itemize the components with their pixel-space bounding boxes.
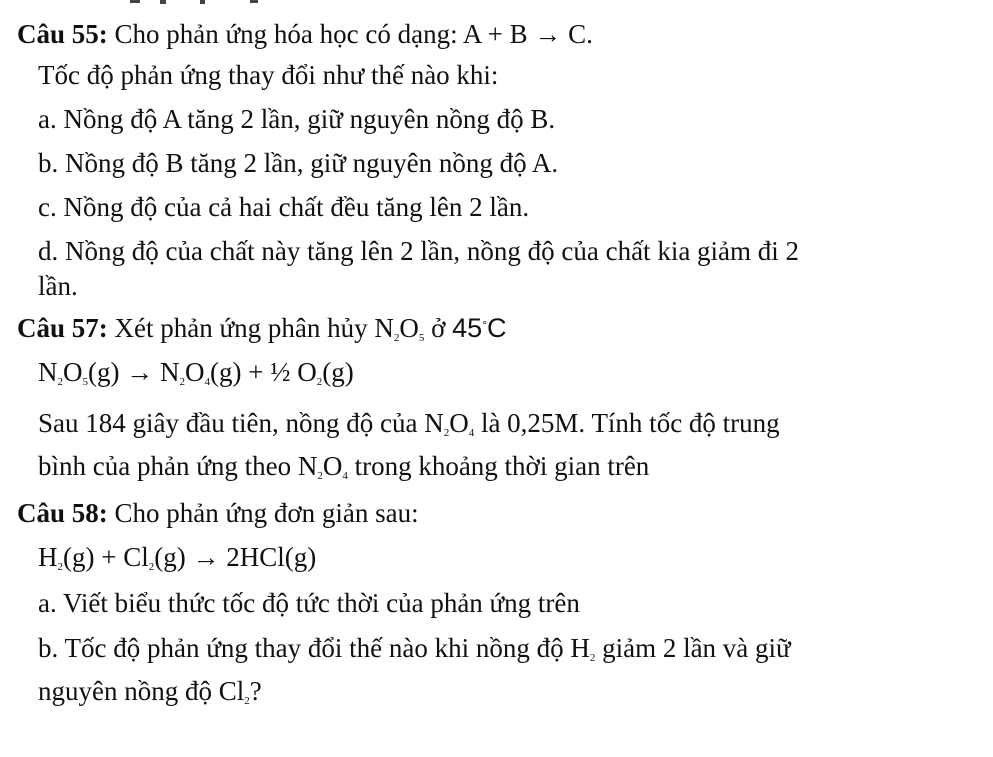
q58-prompt: Cho phản ứng đơn giản sau: <box>114 498 419 528</box>
q55-equation: A + B → C. <box>462 19 593 49</box>
q58-option-a: a. Viết biểu thức tốc độ tức thời của phản ứng trên <box>38 588 580 618</box>
q55-option-d: d. Nồng độ của chất này tăng lên 2 lần, nồng độ của chất kia giảm đi 2 <box>38 236 800 266</box>
q55-subprompt: Tốc độ phản ứng thay đổi như thế nào khi: <box>38 60 499 90</box>
q55-prompt: Cho phản ứng hóa học có dạng: <box>114 19 458 49</box>
q55-option-a: a. Nồng độ A tăng 2 lần, giữ nguyên nồng độ B. <box>38 104 556 134</box>
q58-label: Câu 58: <box>17 498 108 528</box>
q57-prompt: Xét phản ứng phân hủy <box>114 313 368 343</box>
temperature: 45°C <box>452 313 507 343</box>
q55-option-c: c. Nồng độ của cả hai chất đều tăng lên 2 lần. <box>38 192 530 222</box>
q55-label: Câu 55: <box>17 19 108 49</box>
q57-header <box>17 311 507 345</box>
half-coefficient: ½ <box>270 357 291 387</box>
q57-at: ở <box>431 313 446 343</box>
q57-line4: bình của phản ứng theo $N_2O_4$ trong khoảng thời gian trên <box>38 451 650 482</box>
q55-header <box>17 17 593 51</box>
q58-header <box>17 496 419 530</box>
q55-option-d-cont: lần. <box>38 271 78 301</box>
q58-equation: $H_2(g) + Cl_2(g) \to 2HCl(g)$ <box>38 542 317 573</box>
q57-label: Câu 57: <box>17 313 108 343</box>
top-edge-fragment <box>130 0 290 6</box>
q58-option-b: b. Tốc độ phản ứng thay đổi thế nào khi nồng độ $H_2$ giảm 2 lần và giữ <box>38 633 791 664</box>
q57-equation: $N_2O_5(g) \to N_2O_4(g)$ + ½ $O_2(g)$ <box>38 357 354 388</box>
n2o5-formula: $N_2O_5$ <box>374 313 425 344</box>
q58-option-b-cont: nguyên nồng độ $Cl_2$? <box>38 676 262 707</box>
q55-option-b: b. Nồng độ B tăng 2 lần, giữ nguyên nồng độ A. <box>38 148 559 178</box>
q57-line3: Sau 184 giây đầu tiên, nồng độ của $N_2O_4$ là 0,25M. Tính tốc độ trung <box>38 408 780 439</box>
